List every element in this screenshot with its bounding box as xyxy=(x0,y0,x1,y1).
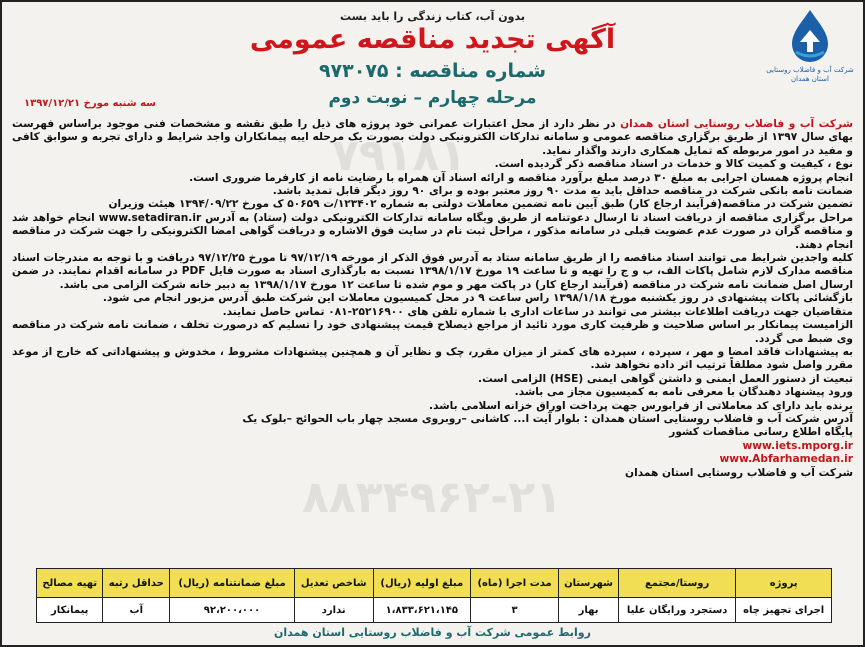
paragraph-9: متقاضیان جهت دریافت اطلاعات بیشتر می توانند در ساعات اداری با شماره تلفن های ۲۵۲۱۶۹۰۰-۰۸۱ تماس حاصل نمایند. xyxy=(222,305,853,318)
project-table xyxy=(36,568,832,623)
company-website-link[interactable]: www.Abfarhamedan.ir xyxy=(719,453,853,466)
header-initial-amount: مبلغ اولیه (ریال) xyxy=(373,569,471,598)
paragraph-6: مراحل برگزاری مناقصه از دریافت اسناد تا ارسال دعوتنامه از طریق ویگاه سامانه تدارکات الکترونیکی دولت (ستاد) به آدرس www.setadiran.ir انجام خواهد شد و مناقصه گران در صورت عدم عضویت قبلی در سامانه مذکور ، مراحل ثبت نام در سایت فوق الاشاره و دریافت گواهی امضا الکترونیکی را جهت شرکت در مناقصه انجام دهند. xyxy=(12,211,854,251)
header-min-grade: حداقل رتبه xyxy=(103,569,170,598)
paragraph-1: شرکت آب و فاضلاب روستایی استان همدان در نظر دارد از محل اعتبارات عمرانی خود پروژه های ذیل را طبق نقشه و مشخصات فنی موجود براساس فهرست بهای سال ۱۳۹۷ از طریق برگزاری مناقصه عمومی و سامانه تدارکات الکترونیکی دولت بصورت یک مرحله ایبه پیمانکاران واجد شرایط و دارای تجربه و سوابق کافی و مفید در امور مربوطه که تمایل همکاری دارند واگذار نماید. xyxy=(12,118,853,157)
paragraph-7: کلیه واجدین شرایط می توانند اسناد مناقصه را از طریق سامانه ستاد به آدرس فوق الذکر از مورخه ۹۷/۱۲/۱۹ تا مورخ ۹۷/۱۲/۲۵ دریافت و با توجه به مندرجات اسناد مناقصه مدارک لازم شامل پاکات الف، ب و ج را تهیه و تا ساعت ۱۹ مورخ ۱۳۹۸/۱/۱۷ نسبت به بارگذاری اسناد به صورت فایل PDF در سامانه اقدام نمایند. در ضمن ارسال اصل ضمانت نامه شرکت در مناقصه (فرآیند ارجاع کار) در پاکت مهر و موم شده تا ساعت ۱۲ مورخ ۱۳۹۸/۱/۱۷ به دبیر خانه شرکت الزامی می باشد. xyxy=(12,252,854,291)
table-header-row xyxy=(37,569,832,598)
cell-project: اجرای تجهیز چاه xyxy=(736,598,832,623)
paragraph-5: تضمین شرکت در مناقصه(فرآیند ارجاع کار) طبق آیین نامه تضمین معاملات دولتی به شماره ۱۲۳۴۰۲/ت ۵۰۶۵۹ ک مورخ ۱۳۹۴/۰۹/۲۲ هیئت وزیران xyxy=(108,198,853,211)
announcement-body xyxy=(12,118,853,480)
paragraph-11: به پیشنهادات فاقد امضا و مهر ، سپرده ، سپرده های کمتر از میزان مقرر، چک و نظایر آن و همچنین پیشنهادات مشروط ، مخدوش و پیشنهاداتی که خارج از موعد مقرر واصل شود مطلقاً ترتیب اثر داده نخواهد شد. xyxy=(12,345,853,372)
portal-link[interactable]: www.iets.mporg.ir xyxy=(742,439,853,452)
motto: بدون آب، کتاب زندگی را باید بست xyxy=(340,10,525,23)
cell-duration: ۳ xyxy=(471,598,559,623)
portal-label: پایگاه اطلاع رسانی مناقصات کشور xyxy=(669,426,853,439)
company-name-lead: شرکت آب و فاضلاب روستایی استان همدان xyxy=(620,118,853,130)
paragraph-13: ورود پیشنهاد دهندگان با معرفی نامه به کمیسیون مجاز می باشد. xyxy=(514,386,853,399)
company-signature: شرکت آب و فاضلاب روستایی استان همدان xyxy=(625,466,853,479)
tender-number: شماره مناقصه : ۹۷۳۰۷۵ xyxy=(318,60,547,82)
paragraph-14: برنده باید دارای کد معاملاتی از فرابورس جهت پرداخت اوراق خزانه اسلامی باشد. xyxy=(429,399,853,412)
tender-phase: مرحله چهارم – نوبت دوم xyxy=(328,88,537,108)
address-line: آدرس شرکت آب و فاضلاب روستایی استان همدان : بلوار آیت ا... کاشانی –روبروی مسجد چهار باب الحوائج –بلوک یک xyxy=(242,412,853,425)
cell-materials: پیمانکار xyxy=(37,598,103,623)
paragraph-10: الزامیست پیمانکار بر اساس صلاحیت و ظرفیت کاری مورد تائید از مراجع ذیصلاح قیمت پیشنهادی خود را تسلیم که درصورت تخلف ، ضمانت نامه شرکت در مناقصه وی ضبط می گردد. xyxy=(12,319,853,345)
paragraph-8: بازگشائی پاکات پیشنهادی در روز یکشنبه مورخ ۱۳۹۸/۱/۱۸ راس ساعت ۹ در محل کمیسیون معاملات این شرکت طبق آدرس مزبور انجام می شود. xyxy=(102,292,853,305)
header-adjustment-index: شاخص تعدیل xyxy=(294,569,373,598)
publish-date: سه شنبه مورخ ۱۳۹۷/۱۲/۲۱ xyxy=(24,98,156,109)
page-title: آگهی تجدید مناقصه عمومی xyxy=(249,24,616,55)
header-materials: تهیه مصالح xyxy=(37,569,103,598)
paragraph-2: نوع ، کیفیت و کمیت کالا و خدمات در اسناد مناقصه ذکر گردیده است. xyxy=(494,158,853,171)
logo-org-name: شرکت آب و فاضلاب روستایی استان همدان xyxy=(766,66,854,83)
paragraph-3: انجام پروژه همسان اجرایی به مبلغ ۳۰ درصد مبلغ برآورد مناقصه و ارائه اسناد آن همراه با رضایت نامه از کارفرما ضروری است. xyxy=(189,171,853,184)
cell-adjustment-index: ندارد xyxy=(294,598,373,623)
watermark-bottom: ۸۸۳۴۹۶۲-۲۱ xyxy=(302,472,562,523)
cell-initial-amount: ۱،۸۳۳،۶۲۱،۱۴۵ xyxy=(373,598,471,623)
header-village: روستا/مجتمع xyxy=(618,569,735,598)
cell-min-grade: آب xyxy=(103,598,170,623)
watermark-top: ۷۹۱۸۱ xyxy=(332,130,467,181)
paragraph-4: ضمانت نامه بانکی شرکت در مناقصه حداقل باید به مدت ۹۰ روز معتبر بوده و برای ۹۰ روز دیگر قابل تمدید باشد. xyxy=(272,185,853,198)
cell-guarantee-amount: ۹۲،۲۰۰،۰۰۰ xyxy=(170,598,295,623)
header-county: شهرستان xyxy=(559,569,619,598)
header-project: پروژه xyxy=(736,569,832,598)
cell-county: بهار xyxy=(559,598,619,623)
header-guarantee-amount: مبلغ ضمانتنامه (ریال) xyxy=(170,569,295,598)
paragraph-12: تبعیت از دستور العمل ایمنی و داشتن گواهی ایمنی (HSE) الزامی است. xyxy=(478,372,853,385)
table-row xyxy=(37,598,832,623)
cell-village: دستجرد ورایگان علیا xyxy=(618,598,735,623)
header-duration: مدت اجرا (ماه) xyxy=(471,569,559,598)
footer-public-relations: روابط عمومی شرکت آب و فاضلاب روستایی استان همدان xyxy=(274,626,591,639)
